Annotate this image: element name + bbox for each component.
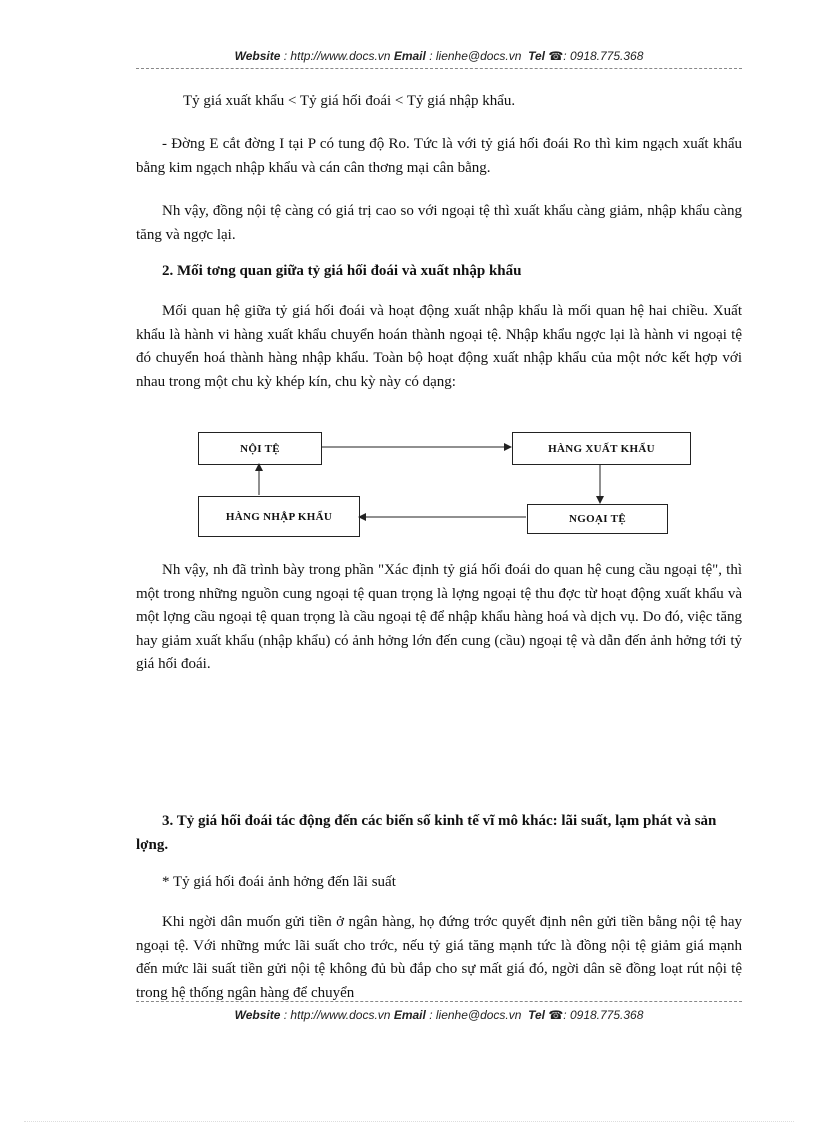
inequality-line: Tỷ giá xuất khẩu < Tỷ giá hối đoái < Tỷ giá nhập khẩu. (183, 93, 516, 109)
email-value[interactable]: : lienhe@docs.vn (429, 49, 522, 63)
footer-website-label: Website (234, 1008, 281, 1022)
box-hang-nhap-khau: HÀNG NHẬP KHẨU (198, 496, 360, 537)
tel-label: Tel (528, 49, 545, 63)
footer-rule (136, 1001, 742, 1002)
website-url[interactable]: : http://www.docs.vn (283, 49, 391, 63)
footer-website-url[interactable]: : http://www.docs.vn (283, 1008, 391, 1022)
page-footer (136, 1008, 742, 1022)
footer-email-label: Email (393, 1008, 426, 1022)
email-label: Email (393, 49, 426, 63)
paragraph-relationship: Mối quan hệ giữa tỷ giá hối đoái và hoạt động xuất nhập khẩu là mối quan hệ hai chiều. Xuất khẩu là hành vi hàng xuất khẩu chuyển hoán thành ngoại tệ. Nhập khẩu ngợc lại là hành vi ngoại tệ đó chuyển hoá thành hàng nhập khẩu. Toàn bộ hoạt động xuất nhập khẩu của một nớc kết hợp với nhau trong một chu kỳ khép kín, chu kỳ này có dạng: (136, 303, 742, 390)
box-hang-xuat-khau: HÀNG XUẤT KHẨU (512, 432, 691, 465)
paragraph-interest: Khi ngời dân muốn gửi tiền ở ngân hàng, họ đứng trớc quyết định nên gửi tiền bằng nội tệ hay ngoại tệ. Với những mức lãi suất cho trớc, nếu tỷ giá tăng mạnh tức là đồng nội tệ giảm giá mạnh đến mức lãi suất tiền gửi nội tệ không đủ bù đắp cho sự mất giá đó, ngời dân sẽ đồng loạt rút nội tệ trong hệ thống ngân hàng để chuyển (136, 914, 742, 1001)
footer-tel-value: : 0918.775.368 (563, 1008, 644, 1022)
paragraph-intersection: - Đờng E cắt đờng I tại P có tung độ Ro. Tức là với tỷ giá hối đoái Ro thì kim ngạch xuất khẩu bằng kim ngạch nhập khẩu và cán cân thơng mại cân bằng. (136, 136, 742, 176)
tel-value: : 0918.775.368 (563, 49, 644, 63)
subheading-interest: * Tỷ giá hối đoái ảnh hởng đến lãi suất (162, 874, 396, 890)
box-ngoai-te: NGOẠI TỆ (527, 504, 668, 534)
paragraph-analysis: Nh vậy, nh đã trình bày trong phần "Xác định tỷ giá hối đoái do quan hệ cung cầu ngoại tệ", thì một trong những nguồn cung ngoại tệ quan trọng là lợng ngoại tệ thu đợc từ hoạt động xuất khẩu và một lợng cầu ngoại tệ quan trọng là cầu ngoại tệ để nhập khẩu hàng hoá và dịch vụ. Do đó, việc tăng hay giảm xuất khẩu (nhập khẩu) có ảnh hởng lớn đến cung (cầu) ngoại tệ và dẫn đến ảnh hởng tới tỷ giá hối đoái. (136, 562, 742, 672)
section-heading-3: 3. Tỷ giá hối đoái tác động đến các biến số kinh tế vĩ mô khác: lãi suất, lạm phát và sản lợng. (136, 813, 717, 853)
phone-icon: ☎ (548, 49, 564, 63)
box-noi-te: NỘI TỆ (198, 432, 322, 465)
paragraph-conclusion: Nh vậy, đồng nội tệ càng có giá trị cao so với ngoại tệ thì xuất khẩu càng giảm, nhập khẩu càng tăng và ngợc lại. (136, 203, 742, 243)
page-edge (24, 1121, 794, 1122)
section-heading-2: 2. Mối tơng quan giữa tỷ giá hối đoái và xuất nhập khẩu (162, 263, 522, 279)
footer-tel-label: Tel (528, 1008, 545, 1022)
footer-email-value[interactable]: : lienhe@docs.vn (429, 1008, 522, 1022)
website-label: Website (234, 49, 281, 63)
phone-icon: ☎ (548, 1008, 564, 1022)
